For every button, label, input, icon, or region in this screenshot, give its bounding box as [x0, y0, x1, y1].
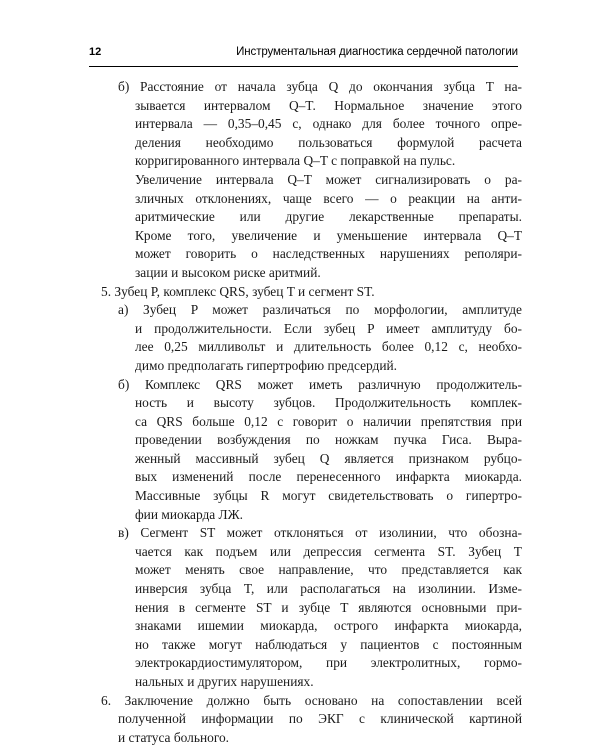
text-line: б) Расстояние от начала зубца Q до окончания зубца T на- — [118, 79, 522, 94]
text-line: знаками ишемии миокарда, острого инфаркта миокарда, — [135, 618, 522, 634]
text-line: корригированного интервала Q–T с поправкой на пульс. — [135, 153, 456, 169]
text-line: зывается интервалом Q–T. Нормальное значение этого — [135, 97, 522, 113]
text-line: интервала — 0,35–0,45 с, однако для более точного опре- — [135, 116, 522, 132]
running-title: Инструментальная диагностика сердечной патологии — [236, 46, 518, 58]
text-line: димо предполагать гипертрофию предсердий. — [135, 357, 398, 373]
text-line: 6. Заключение должно быть основано на сопоставлении всей — [101, 692, 522, 708]
text-line: может менять свое направление, что представляется как — [135, 562, 522, 578]
text-line: женный массивный зубец Q является признаком рубцо- — [135, 450, 522, 466]
text-line: Кроме того, увеличение и уменьшение интервала Q–T — [135, 227, 522, 243]
text-line: но также могут наблюдаться у пациентов с постоянным — [135, 636, 522, 652]
text-line: 5. Зубец P, комплекс QRS, зубец T и сегмент ST. — [101, 283, 375, 299]
text-line: ность и высоту зубцов. Продолжительность комплек- — [135, 395, 522, 411]
text-line: а) Зубец P может различаться по морфологии, амплитуде — [118, 302, 522, 318]
text-line: фии миокарда ЛЖ. — [135, 506, 243, 522]
text-line: зации и высоком риске аритмий. — [135, 264, 321, 280]
text-line: электрокардиостимулятором, при электролитных, гормо- — [135, 655, 522, 671]
text-line: Массивные зубцы R могут свидетельствовать о гипертро- — [135, 488, 522, 504]
text-line: вых изменений после перенесенного инфаркта миокарда. — [135, 469, 522, 485]
text-line: и статуса больного. — [118, 729, 230, 745]
text-line: нения в сегменте ST и зубце T являются основными при- — [135, 599, 522, 615]
text-line: лее 0,25 милливольт и длительность более 0,12 с, необхо- — [135, 339, 522, 355]
text-line: зличных отклонениях, чаще всего — о реакции на анти- — [135, 190, 522, 206]
text-line: инверсия зубца T, или располагаться на изолинии. Изме- — [135, 581, 522, 597]
text-line: Увеличение интервала Q–T может сигнализировать о ра- — [135, 171, 522, 187]
text-line: нальных и других нарушениях. — [135, 674, 314, 689]
text-line: полученной информации по ЭКГ с клинической картиной — [118, 711, 522, 727]
text-line: са QRS больше 0,12 с говорит о наличии препятствия при — [135, 413, 522, 429]
text-line: может говорить о наследственных нарушениях реполяри- — [135, 246, 522, 262]
text-line: деления необходимо пользоваться формулой расчета — [135, 134, 522, 150]
text-line: и продолжительности. Если зубец P имеет амплитуду бо- — [135, 320, 522, 336]
body-text — [89, 78, 522, 747]
text-line: проведении возбуждения по ножкам пучка Гиса. Выра- — [135, 432, 522, 448]
text-line: в) Сегмент ST может отклоняться от изолинии, что обозна- — [118, 525, 522, 541]
page-number: 12 — [89, 46, 102, 58]
text-line: б) Комплекс QRS может иметь различную продолжитель- — [118, 376, 522, 392]
text-line: аритмические или другие лекарственные препараты. — [135, 209, 522, 225]
text-line: чается как подъем или депрессия сегмента ST. Зубец T — [135, 543, 522, 559]
running-header — [89, 44, 518, 67]
